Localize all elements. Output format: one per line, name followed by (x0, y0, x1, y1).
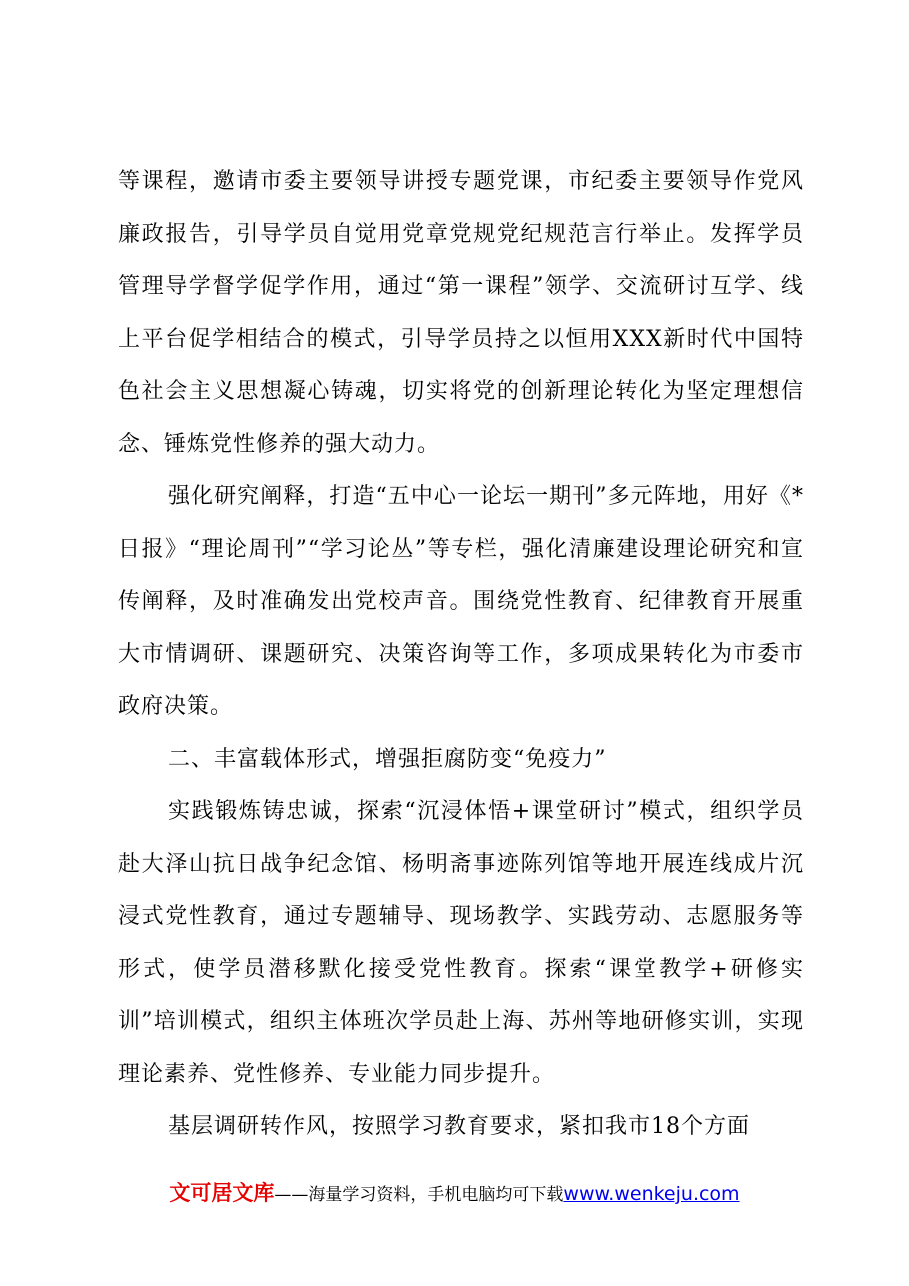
section-heading: 二、丰富载体形式，增强拒腐防变“免疫力” (168, 746, 607, 772)
document-body (118, 156, 804, 1154)
paragraph: 实践锻炼铸忠诚，探索“沉浸体悟+课堂研讨”模式，组织学员赴大泽山抗日战争纪念馆、杨明斋事迹陈列馆等地开展连线成片沉浸式党性教育，通过专题辅导、现场教学、实践劳动、志愿服务等形式，使学员潜移默化接受党性教育。探索“课堂教学+研修实训”培训模式，组织主体班次学员赴上海、苏州等地研修实训，实现理论素养、党性修养、专业能力同步提升。 (118, 799, 804, 1087)
footer-tagline: ——海量学习资料，手机电脑均可下载 (274, 1185, 564, 1205)
footer-banner (0, 1178, 909, 1210)
paragraph: 强化研究阐释，打造“五中心一论坛一期刊”多元阵地，用好《*日报》“理论周刊”“学习论丛”等专栏，强化清廉建设理论研究和宣传阐释，及时准确发出党校声音。围绕党性教育、纪律教育开展重大市情调研、课题研究、决策咨询等工作，多项成果转化为市委市政府决策。 (118, 484, 804, 719)
paragraph: 基层调研转作风，按照学习教育要求，紧扣我市18个方面 (168, 1114, 750, 1139)
footer-brand: 文可居文库 (169, 1181, 275, 1205)
footer-website-link[interactable]: www.wenkeju.com (563, 1183, 740, 1205)
paragraph: 等课程，邀请市委主要领导讲授专题党课，市纪委主要领导作党风廉政报告，引导学员自觉用党章党规党纪规范言行举止。发挥学员管理导学督学促学作用，通过“第一课程”领学、交流研讨互学、线上平台促学相结合的模式，引导学员持之以恒用XXX新时代中国特色社会主义思想凝心铸魂，切实将党的创新理论转化为坚定理想信念、锤炼党性修养的强大动力。 (118, 169, 804, 457)
